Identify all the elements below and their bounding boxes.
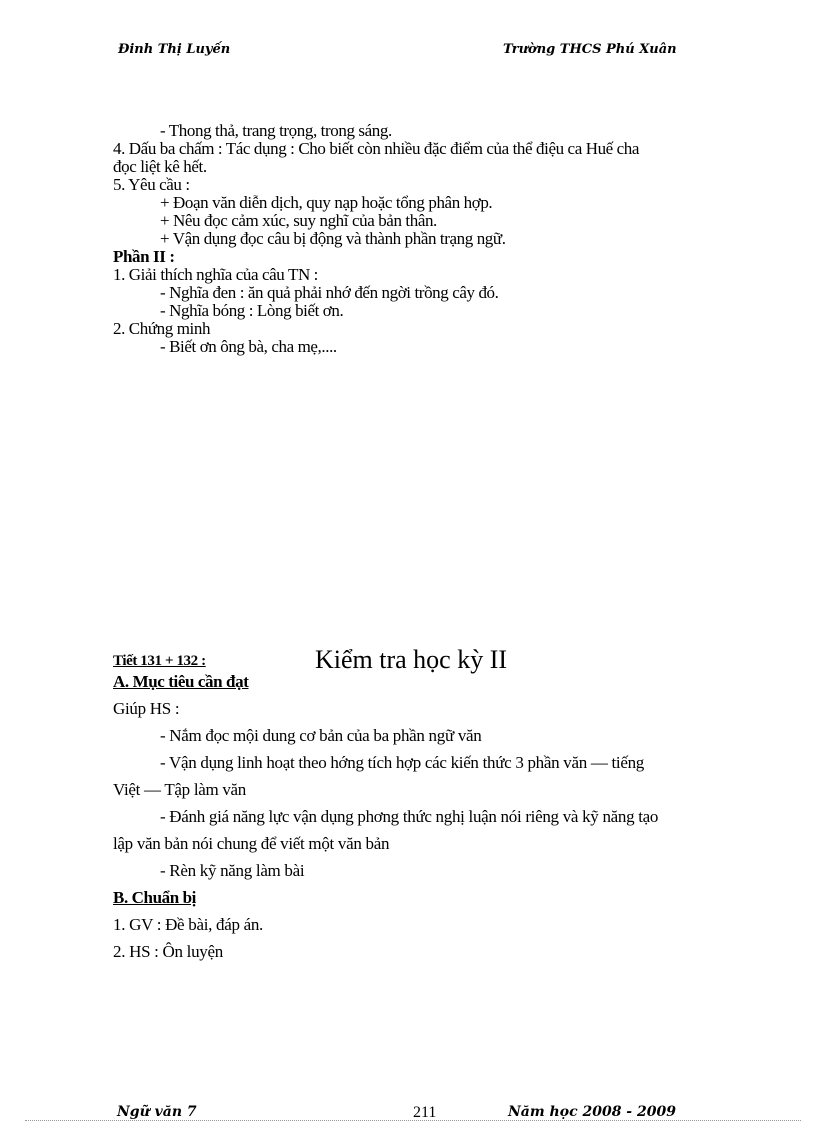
lesson-label: Tiết 131 + 132 : xyxy=(113,653,206,669)
text-line: + Vận dụng đọc câu bị động và thành phần trạng ngữ. xyxy=(160,229,506,248)
text-line: - Rèn kỹ năng làm bài xyxy=(160,861,305,880)
lesson-title: Kiểm tra học kỳ II xyxy=(315,645,508,674)
text-line: 4. Dấu ba chấm : Tác dụng : Cho biết còn nhiều đặc điểm của thể điệu ca Huế cha xyxy=(113,139,640,158)
text-line: lập văn bản nói chung để viết một văn bản xyxy=(113,834,390,853)
text-line: - Nghĩa bóng : Lòng biết ơn. xyxy=(160,301,344,320)
text-line: - Nắm đọc mội dung cơ bản của ba phần ngữ văn xyxy=(160,726,482,745)
text-line: 5. Yêu cầu : xyxy=(113,175,190,194)
text-line: 2. Chứng minh xyxy=(113,319,211,338)
text-line: - Vận dụng linh hoạt theo hớng tích hợp các kiến thức 3 phần văn — tiếng xyxy=(160,753,645,772)
text-line: Việt — Tập làm văn xyxy=(113,780,247,799)
section-a-heading: A. Mục tiêu cần đạt xyxy=(113,672,249,691)
text-line: 2. HS : Ôn luyện xyxy=(113,942,223,961)
footer-subject: Ngữ văn 7 xyxy=(117,1104,197,1120)
header-school: Trường THCS Phú Xuân xyxy=(503,42,677,57)
text-line: 1. GV : Đề bài, đáp án. xyxy=(113,915,264,934)
text-line: - Nghĩa đen : ăn quả phải nhớ đến ngời trồng cây đó. xyxy=(160,283,499,302)
section-b-heading: B. Chuẩn bị xyxy=(113,888,197,907)
footer-year: Năm học 2008 - 2009 xyxy=(508,1104,676,1120)
text-line: - Đánh giá năng lực vận dụng phơng thức nghị luận nói riêng và kỹ năng tạo xyxy=(160,807,659,826)
text-line: Giúp HS : xyxy=(113,699,180,718)
text-line: + Đoạn văn diễn dịch, quy nạp hoặc tổng phân hợp. xyxy=(160,193,493,212)
text-line: - Biết ơn ông bà, cha mẹ,.... xyxy=(160,337,337,356)
page-footer xyxy=(25,1104,801,1121)
text-line: + Nêu đọc cảm xúc, suy nghĩ của bản thân. xyxy=(160,211,437,230)
text-line: đọc liệt kê hết. xyxy=(113,157,207,176)
text-line: 1. Giải thích nghĩa của câu TN : xyxy=(113,265,318,284)
text-line: - Thong thả, trang trọng, trong sáng. xyxy=(160,121,392,140)
header-author: Đinh Thị Luyến xyxy=(118,42,231,57)
section-heading: Phần II : xyxy=(113,247,175,266)
page-number: 211 xyxy=(413,1104,437,1121)
